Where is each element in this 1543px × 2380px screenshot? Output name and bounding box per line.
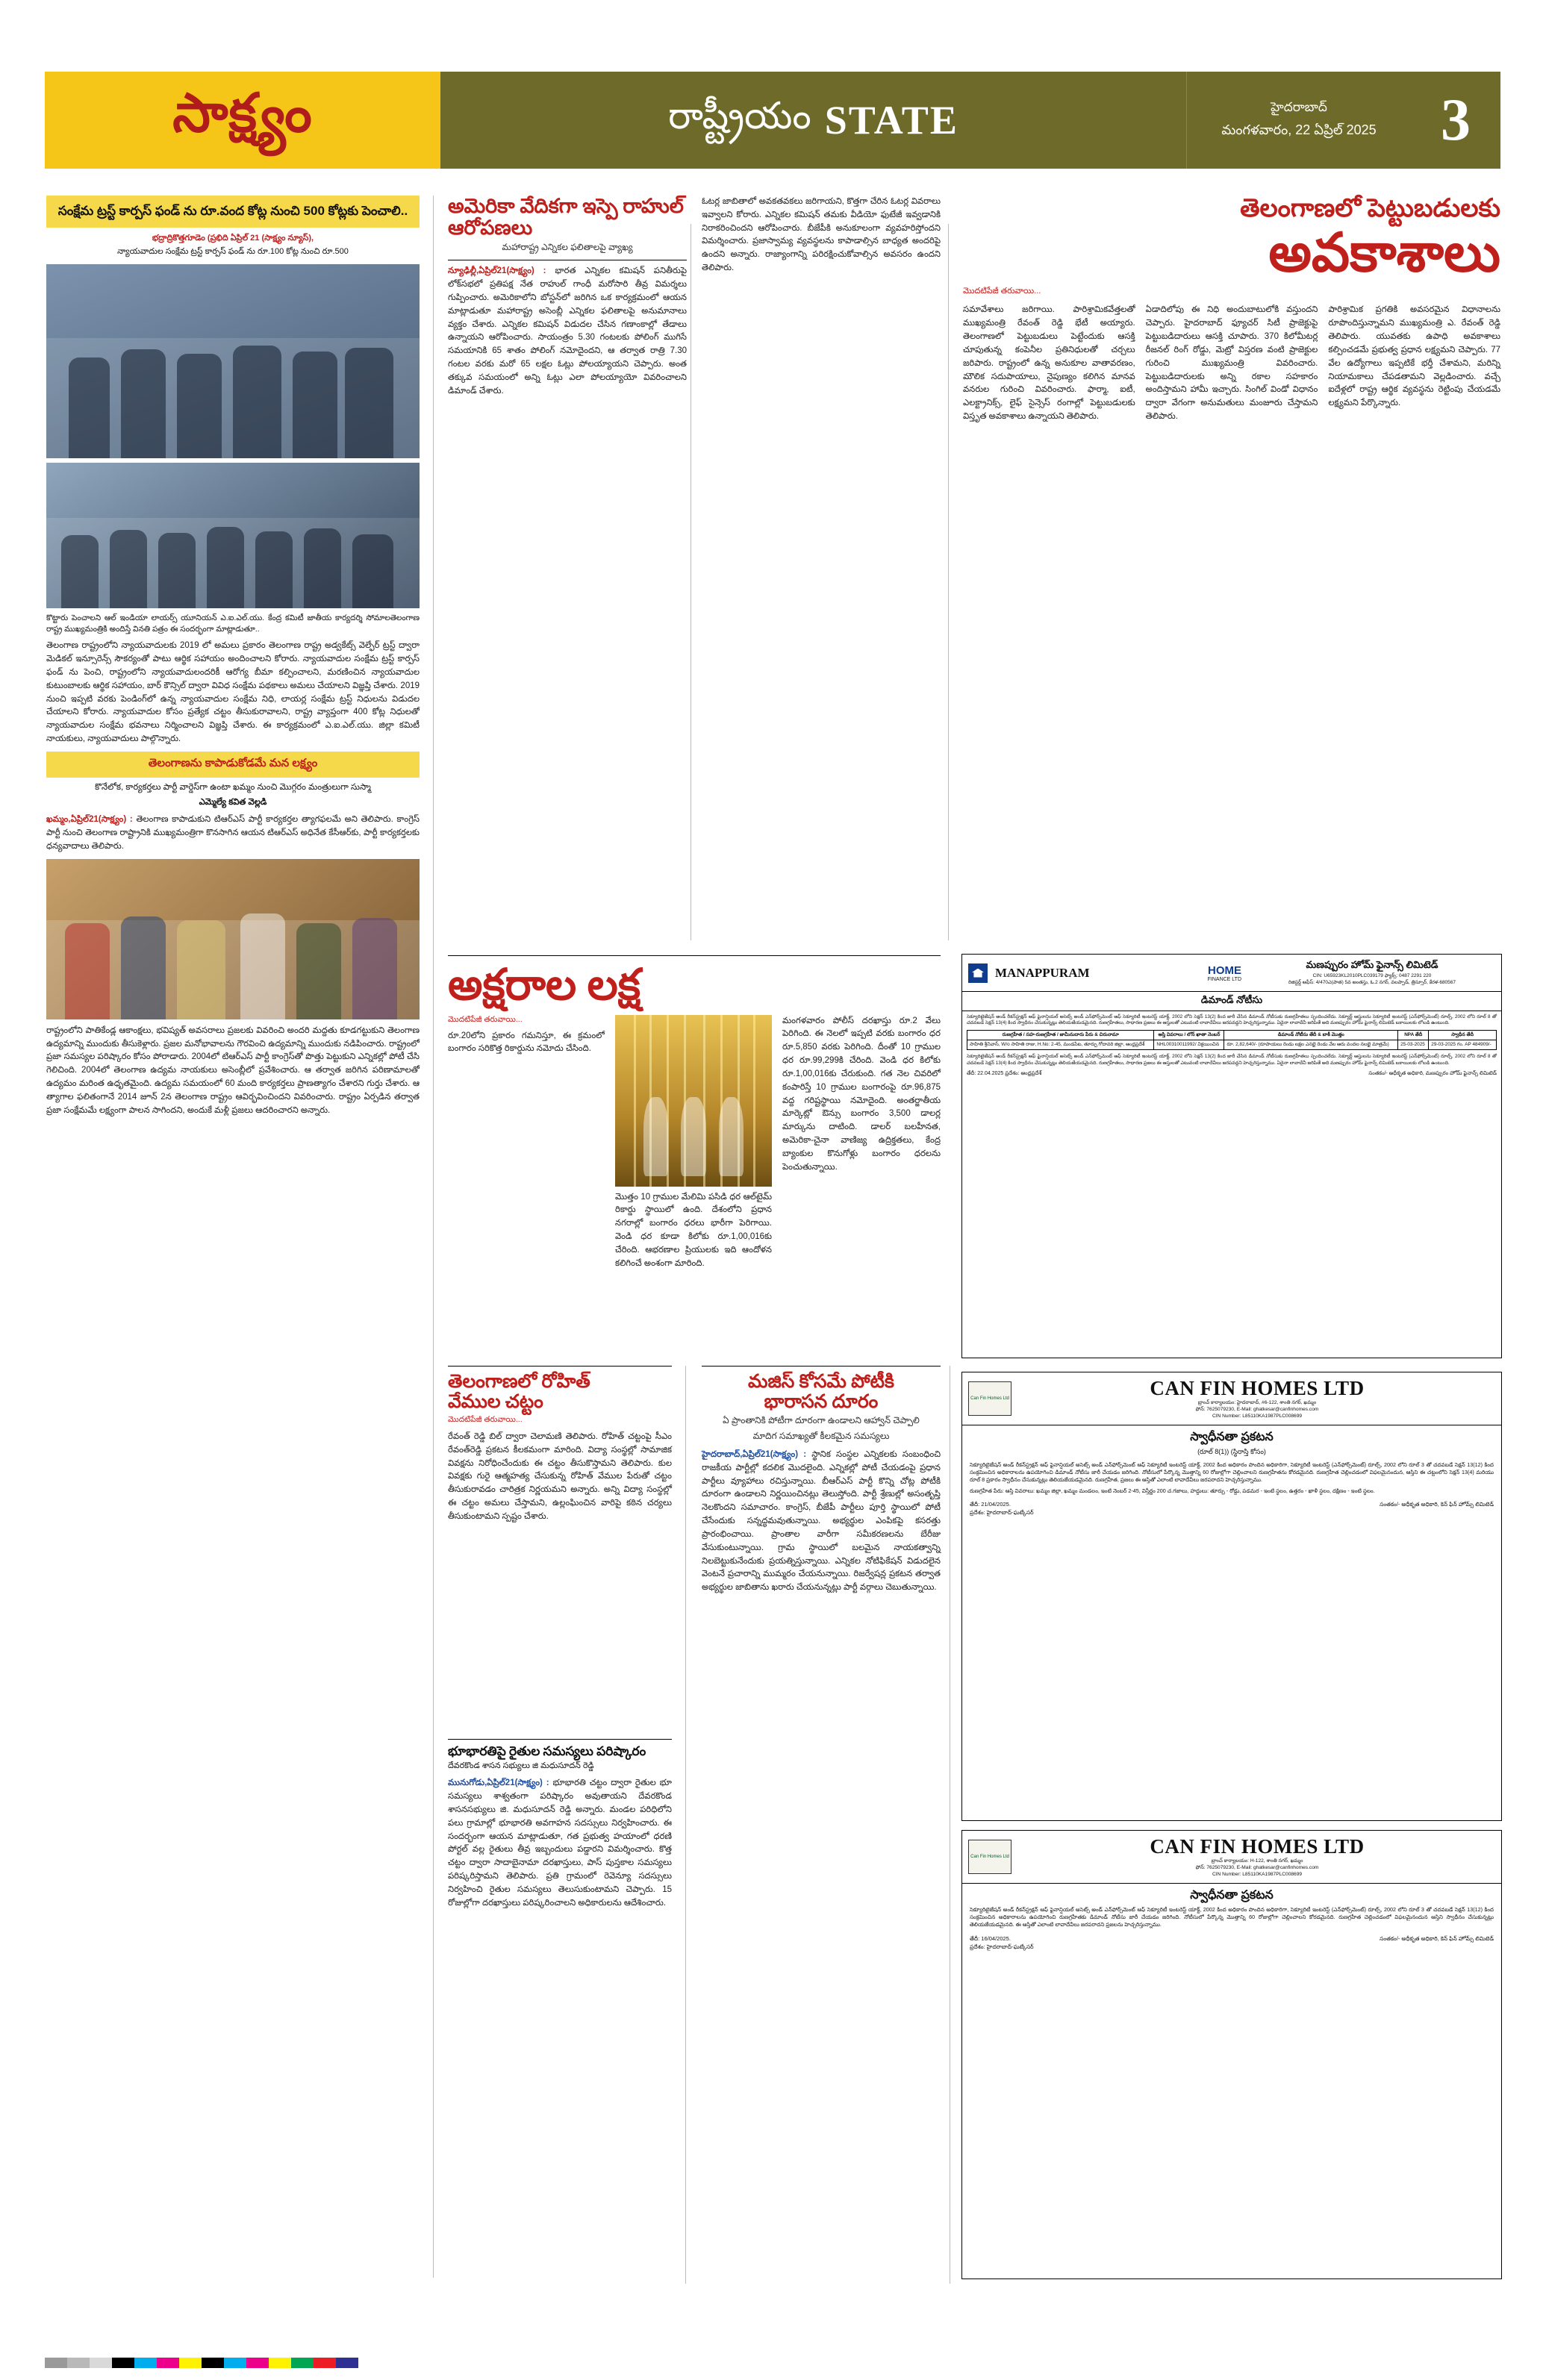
masthead-logo [45, 72, 440, 169]
ad-canfin-2-date: తేదీ: 16/04/2025. [970, 1935, 1011, 1943]
ad-canfin-1-sign: సంతకం/- అధీకృత అధికారి, కెన్ ఫిన్ హోమ్స్ లిమిటెడ్ [1380, 1501, 1494, 1508]
rahul-article-cont [702, 196, 941, 281]
ad-manappuram-body: సెక్యూరిటైజేషన్ అండ్ రీకన్‌స్ట్రక్షన్ ఆఫ్ ఫైనాన్షియల్ అసెట్స్ అండ్ ఎన్‌ఫోర్స్‌మెంట్ ఆఫ్ సెక్యూరిటీ ఇంటరెస్ట్ యాక్ట్, 2002 లోని సెక్షన్ 13(2) కింద జారీ చేసిన డిమాండ్ నోటీసుకు రుణగ్రహీతలు స్పందించలేదు. సెక్యూర్డ్ ఆస్తులను సెక్యూరిటీ ఇంటరెస్ట్ (ఎన్‌ఫోర్స్‌మెంట్) రూల్స్, 2002 లోని రూల్ 8 తో చదవబడే సెక్షన్ 13(4) కింద స్వాధీనం చేసుకున్నట్లు తెలియజేయడమైనది. రుణగ్రహీతలు, సాధారణ ప్రజలు ఈ ఆస్తులతో ఎటువంటి లావాదేవీలు జరపవద్దని హెచ్చరిస్తున్నాము. ఏదైనా లావాదేవీ జరిపితే అది మణప్పురం హోమ్ ఫైనాన్స్ లిమిటెడ్ బకాయిలకు లోబడి ఉంటుంది. [967, 1014, 1497, 1026]
ad-canfin-1-name: CAN FIN HOMES LTD [1150, 1377, 1365, 1399]
ad-canfin-2-place: ప్రదేశం: హైదరాబాద్-ఘట్కేసర్ [970, 1943, 1034, 1951]
photo-gold-jewellery [615, 1015, 772, 1187]
akshara-body-1: రూ.20లోని ప్రకారం గమనిస్తూ, ఈ క్రమంలో బంగారం సరికొత్త రికార్డును నమోదు చేసింది. [448, 1031, 605, 1054]
ad-td-1: NHL00310011992/ విక్రయించిన [1154, 1040, 1224, 1049]
page-number: 3 [1411, 72, 1500, 169]
akshara-body-2: మొత్తం 10 గ్రాముల మేలిమి పసిడి ధర ఆల్‌టైమ్ రికార్డు స్థాయిలో ఉంది. దేశంలోని ప్రధాన నగరాల్లో బంగారం ధరలు భారీగా పెరిగాయి. వెండి ధర కూడా కిలోకు రూ.1,00,016కు చేరింది. ఆభరణాల ప్రియులకు ఇది ఆందోళన కలిగించే అంశంగా మారింది. [615, 1192, 772, 1268]
farmers-body: భూభారతి చట్టం ద్వారా రైతుల భూ సమస్యలు శాశ్వతంగా పరిష్కారం అవుతాయని దేవరకొండ శాసనసభ్యులు జి. మధుసూదన్ రెడ్డి అన్నారు. మండల పరిధిలోని పలు గ్రామాల్లో భూభారతి అవగాహన సదస్సులు నిర్వహించారు. ఈ సందర్భంగా ఆయన మాట్లాడుతూ, గత ప్రభుత్వ హయాంలో ధరణి పోర్టల్ వల్ల రైతులు తీవ్ర ఇబ్బందులు పడ్డారని విమర్శించారు. కొత్త చట్టం ద్వారా సాదాబైనామా దరఖాస్తులు, పాస్ పుస్తకాల సమస్యలు పరిష్కరిస్తామని తెలిపారు. ప్రతి గ్రామంలో రెవెన్యూ సదస్సులు నిర్వహించి రైతుల సమస్యలు తెలుసుకుంటామని చెప్పారు. 15 రోజుల్లోగా దరఖాస్తులు పరిష్కరించాలని అధికారులను ఆదేశించారు. [448, 1778, 672, 1908]
left-dateline-2: ఖమ్మం,ఏప్రిల్21(సాక్ష్యం) : [46, 815, 133, 825]
farmers-sub: దేవరకొండ శాసన సభ్యులు జి మధుసూదన్ రెడ్డి [448, 1761, 594, 1771]
akshara-body-3: మంగళవారం పోలీస్ దరఖాస్తు రూ.2 వేలు పెరిగింది. ఈ నెలలో ఇప్పటి వరకు బంగారం ధర రూ.5,850 వరకు పెరిగింది. దీంతో 10 గ్రాముల ధర రూ.99,299కి చేరింది. వెండి ధర కిలోకు రూ.1,00,016కు చేరుకుంది. గత నెల చివరిలో కంపారిస్తే 10 గ్రాముల బంగారంపై రూ.96,875 వద్ద గరిష్టస్థాయి నమోదైంది. అంతర్జాతీయ మార్కెట్లో ఔన్సు బంగారం 3,500 డాలర్ల మార్కును దాటింది. డాలర్ బలహీనత, అమెరికా-చైనా వాణిజ్య ఉద్రిక్తతలు, కేంద్ర బ్యాంకుల కొనుగోళ్లు బంగారం ధరలను పెంచుతున్నాయి. [782, 1016, 941, 1172]
bharat-article [702, 1366, 941, 1600]
left-body-2: తెలంగాణ కాపాడుకుని టిఆర్ఎస్ పార్టీ కార్యకర్తల త్యాగఫలమే అని తెలిపారు. కాంగ్రెస్ పార్టీ నుంచి తెలంగాణ రాష్ట్రానికి ముఖ్యమంత్రిగా కొనసాగిన ఆయన టిఆర్ఎస్ అధినేత కేసీఆర్‌కు, పార్టీ కార్యకర్తలకు ధన్యవాదాలు తెలిపారు. [46, 815, 420, 851]
rahul-dateline: న్యూఢిల్లీ,ఏప్రిల్21(సాక్ష్యం) : [448, 266, 546, 276]
ad-manappuram-title: డిమాండ్ నోటీసు [962, 992, 1501, 1011]
ad-th-4: స్వాధీన తేదీ [1429, 1030, 1497, 1040]
canfin-logo-icon-2 [968, 1840, 1011, 1874]
rahul-headline: అమెరికా వేదికగా ఇస్పె రాహుల్ ఆరోపణలు [448, 195, 684, 240]
rahul-article [448, 196, 687, 403]
farmers-headline: భూభారతిపై రైతుల సమస్యలు పరిష్కారం [448, 1744, 646, 1758]
bharat-sub: ఏ ప్రాంతానికి పోటీగా దూరంగా ఉండాలని ఆహ్వాన్ చెప్పాలి [723, 1415, 920, 1425]
ad-canfin-2-cin: CIN Number: L85110KA1987PLC008699 [1212, 1871, 1303, 1877]
ad-td-3: 25-03-2025 [1398, 1040, 1429, 1049]
ad-canfin-1-header [962, 1372, 1501, 1425]
rahul-body-2: ఓటర్ల జాబితాలో అవకతవకలు జరిగాయని, కొత్తగా చేరిన ఓటర్ల వివరాలు ఇవ్వాలని కోరారు. ఎన్నికల కమిషన్ తమకు వీడియో ఫుటేజీ ఇవ్వడానికి నిరాకరించిందని ఆరోపించారు. బీజేపీకి అనుకూలంగా వ్యవహరిస్తోందని విమర్శించారు. ప్రజాస్వామ్య వ్యవస్థలను కాపాడాల్సిన బాధ్యత అందరిపై ఉందని అన్నారు. రాజ్యాంగాన్ని పరిరక్షించుకోవాల్సిన అవసరం ఉందని తెలిపారు. [702, 197, 941, 273]
ad-td-0: సాహితి శ్రీనివాస్, W/o సాహితి రాజు, H.No: 2-45, మండపేట, తూర్పు గోదావరి జిల్లా, ఆంధ్రప్రదేశ్ [967, 1040, 1154, 1049]
ad-canfin-1-cin: CIN Number: L85110KA1987PLC008699 [1212, 1413, 1303, 1419]
ad-manappuram-footer: తేదీ: 22.04.2025 ప్రదేశం: ఆంధ్రప్రదేశ్ [967, 1070, 1042, 1076]
bharat-headline-1: మజిస్ కోసమే పోటీకి [748, 1372, 894, 1392]
left-column [46, 196, 420, 1123]
ad-canfin-2-phone: ఫోన్: 7625079230, E-Mail: ghatkesar@canfinhomes.com [1195, 1864, 1319, 1870]
ad-manappuram-brand: MANAPPURAM [995, 965, 1090, 980]
invest-col-3: పారిశ్రామిక ప్రగతికి అవసరమైన విధానాలను రూపొందిస్తున్నామని ముఖ్యమంత్రి ఎ. రేవంత్ రెడ్డి తెలిపారు. యువతకు ఉపాధి అవకాశాలు కల్పించడమే ప్రభుత్వ ప్రధాన లక్ష్యమని చెప్పారు. 77 వేల ఉద్యోగాలు ఇప్పటికే భర్తీ చేశామని, మరిన్ని నియామకాలు చేపడతామని వెల్లడించారు. వచ్చే ఐదేళ్లలో రాష్ట్ర ఆర్థిక వ్యవస్థను రెట్టింపు చేయడమే లక్ష్యమని పేర్కొన్నారు. [1328, 305, 1501, 408]
ad-canfin-1-body: సెక్యూరిటైజేషన్ అండ్ రీకన్‌స్ట్రక్షన్ ఆఫ్ ఫైనాన్షియల్ అసెట్స్ అండ్ ఎన్‌ఫోర్స్‌మెంట్ ఆఫ్ సెక్యూరిటీ ఇంటరెస్ట్ యాక్ట్, 2002 కింద అధికారం పొందిన అధికారిగా, సెక్యూరిటీ ఇంటరెస్ట్ (ఎన్‌ఫోర్స్‌మెంట్) రూల్స్, 2002 లోని రూల్ 3 తో చదవబడే సెక్షన్ 13(12) కింద సంక్రమించిన అధికారాలను ఉపయోగించి డిమాండ్ నోటీసు జారీ చేయడం జరిగింది. నోటీసులో పేర్కొన్న మొత్తాన్ని 60 రోజుల్లోగా చెల్లించాలని రుణగ్రహీతను కోరడమైనది. రుణగ్రహీత చెల్లించడంలో విఫలమైనందున, ఆస్తిని ఈ చట్టంలోని సెక్షన్ 13(4) మరియు రూల్ 8 ప్రకారం స్వాధీనం చేసుకున్నట్లు తెలియజేయడమైనది. రుణగ్రహీత, ప్రజలు ఈ ఆస్తితో ఎలాంటి లావాదేవీలు జరపరాదని హెచ్చరిస్తున్నాము. [970, 1461, 1494, 1483]
ad-manappuram [961, 954, 1502, 1358]
canfin-logo-text-2: Can Fin Homes Ltd [970, 1854, 1009, 1859]
farmers-dateline: మునుగోడు,ఏప్రిల్21(సాక్ష్యం) : [448, 1778, 549, 1788]
invest-standfirst: మొదటిపేజీ తరువాయి... [963, 287, 1041, 296]
ad-canfin-1-branch: బ్రాంచ్ కార్యాలయం: హైదరాబాద్, #6-122, శాంతి నగర్, ఖమ్మం [1197, 1400, 1317, 1405]
left-kicker-2-text: తెలంగాణను కాపాడుకోడమే మన లక్ష్యం [148, 756, 318, 769]
left-body-1: తెలంగాణ రాష్ట్రంలోని న్యాయవాదులకు 2019 లో అమలు ప్రకారం తెలంగాణ రాష్ట్ర అడ్వకేట్స్ వెల్ఫేర్ ట్రస్ట్ ద్వారా మెడికల్ ఇన్సూరెన్స్ సౌకర్యంతో పాటు ఆర్థిక సహాయం అందించాలని కోరారు. న్యాయవాదుల సంక్షేమ ట్రస్ట్ కార్పస్ ఫండ్ ను పెంచి, రాష్ట్రంలోని న్యాయవాదులందరికీ ఆరోగ్య బీమా కల్పించాలని, మరణించిన న్యాయవాదుల కుటుంబాలకు ఆర్థిక సహాయం, బార్ కౌన్సిల్ ద్వారా వివిధ సంక్షేమ పథకాలు అమలు చేయాలని విజ్ఞప్తి చేశారు. 2019 నుంచి ఇప్పటి వరకు పెండింగ్‌లో ఉన్న న్యాయవాదుల సంక్షేమ నిధి, లాయర్ల సంక్షేమ ట్రస్ట్ నిధులను విడుదల చేయాలని కోరారు. న్యాయవాదుల కోసం ప్రత్యేక చట్టం తీసుకురావాలని, రాష్ట్ర వ్యాప్తంగా 400 కోట్ల నిధులతో న్యాయవాదుల సంక్షేమ భవనాలు నిర్మించాలని విజ్ఞప్తి చేశారు. ఈ కార్యక్రమంలో ఎ.ఐ.ఎల్.యు. జిల్లా కమిటీ నాయకులు, న్యాయవాదులు పాల్గొన్నారు. [46, 641, 420, 744]
ad-th-1: ఆస్తి వివరాలు / లోన్ ఖాతా నెంబర్ [1154, 1030, 1224, 1040]
invest-headline-1: తెలంగాణలో పెట్టుబడులకు [1240, 195, 1500, 222]
ad-canfin-1-amount: రుణగ్రహీత పేరు: ఆస్తి వివరాలు: ఖమ్మం జిల్లా, ఖమ్మం మండలం, ఇంటి నెంబర్ 2-45, విస్తీర్ణం 200 చ.గజాలు, హద్దులు: తూర్పు - రోడ్డు, పడమర - ఇంటి స్థలం, ఉత్తరం - ఖాళీ స్థలం, దక్షిణం - ఇంటి స్థలం. [970, 1487, 1375, 1495]
ad-canfin-2-title: స్వాధీనతా ప్రకటన [1190, 1888, 1274, 1902]
table-row [967, 1040, 1497, 1049]
ad-canfin-1-phone: ఫోన్: 7625079230, E-Mail: ghatkesar@canfinhomes.com [1195, 1406, 1319, 1412]
left-sub-2: కొనేలోక, కార్యకర్తలు పార్టీ వార్డెస్‌గా ఉంటా ఖమ్మం నుంచి మొగ్గరం మంత్రులుగా సుస్మా [95, 782, 371, 792]
akshara-article [448, 955, 941, 1271]
left-dateline [46, 234, 420, 258]
left-kicker-text: సంక్షేమ ట్రస్ట్ కార్పస్ ఫండ్ ను రూ.వంద కోట్ల నుంచి 500 కోట్లకు పెంచాలి.. [57, 204, 408, 218]
rohit-headline-2: వేముల చట్టం [448, 1392, 543, 1412]
ad-canfin-2-name: CAN FIN HOMES LTD [1150, 1835, 1365, 1858]
ad-manappuram-brand3: FINANCE LTD [1207, 976, 1241, 982]
rohit-body: రేవంత్ రెడ్డి బిల్ ద్వారా చెలామణి తెలిపారు. రోహిత్ చట్టంపై సీఎం రేవంత్‌రెడ్డి ప్రకటన కీలకమంగా మారింది. విద్యా సంస్థల్లో సామాజిక వివక్షను నిరోధించేందుకు ఈ చట్టం తీసుకొస్తామని తెలిపారు. కుల వివక్షకు గురై ఆత్మహత్య చేసుకున్న రోహిత్ వేముల పేరుతో చట్టం తీసుకురావడం చారిత్రక నిర్ణయమని అన్నారు. అన్ని విద్యా సంస్థల్లో ఈ చట్టం అమలు చేస్తామని, ఉల్లంఘించిన వారిపై కఠిన చర్యలు తీసుకుంటామని స్పష్టం చేశారు. [448, 1432, 672, 1521]
ad-canfin-1-date: తేదీ: 21/04/2025. [970, 1501, 1011, 1508]
masthead-date: మంగళవారం, 22 ఏప్రిల్ 2025 [1221, 122, 1377, 137]
left-dateline-text: భద్రాద్రికొత్తగూడెం (ప్రభిది ఏప్రిల్ 21 (సాక్ష్యం న్యూస్), [152, 233, 314, 243]
ad-manappuram-cin: CIN: U65923KL2010PLC039179 ఫ్యాక్స్: 0487 2291 220 [1312, 973, 1432, 978]
ad-manappuram-sign: సంతకం/- అధీకృత అధికారి, మణప్పురం హోమ్ ఫైనాన్స్ లిమిటెడ్ [1368, 1070, 1497, 1076]
ad-manappuram-table [967, 1030, 1497, 1051]
ad-manappuram-regd: రిజిస్టర్డ్ ఆఫీస్: 4/470ఎ(పాత) 5వ అంతస్తు, ఓ.2 నగర్, వలప్పాడ్, త్రిస్సూర్, కేరళ-680567 [1288, 980, 1456, 985]
ad-canfin-2-body: సెక్యూరిటైజేషన్ అండ్ రీకన్‌స్ట్రక్షన్ ఆఫ్ ఫైనాన్షియల్ అసెట్స్ అండ్ ఎన్‌ఫోర్స్‌మెంట్ ఆఫ్ సెక్యూరిటీ ఇంటరెస్ట్ యాక్ట్, 2002 కింద అధికారం పొందిన అధికారిగా, సెక్యూరిటీ ఇంటరెస్ట్ (ఎన్‌ఫోర్స్‌మెంట్) రూల్స్, 2002 లోని రూల్ 3 తో చదవబడే సెక్షన్ 13(12) కింద సంక్రమించిన అధికారాలను ఉపయోగించి రుణగ్రహీతకు డిమాండ్ నోటీసు జారీ చేయడం జరిగింది. నోటీసులో పేర్కొన్న మొత్తాన్ని 60 రోజుల్లోగా చెల్లించాలని కోరడమైనది. రుణగ్రహీత చెల్లించడంలో విఫలమైనందున ఆస్తిని స్వాధీనం చేసుకున్నట్లు తెలియజేయడమైనది. ఈ ఆస్తితో ఎలాంటి లావాదేవీలు జరపరాదని ప్రజలను హెచ్చరిస్తున్నాము. [970, 1905, 1494, 1928]
left-kicker-box-2 [46, 752, 420, 778]
left-sub-2b: ఎమ్మెల్యే కవిత వెల్లడి [199, 798, 267, 808]
invest-col-1: సమావేశాలు జరిగాయి. పారిశ్రామికవేత్తలతో ముఖ్యమంత్రి రేవంత్ రెడ్డి భేటీ అయ్యారు. తెలంగాణలో పెట్టుబడులు పెట్టేందుకు ఆసక్తి చూపుతున్న కంపెనీల ప్రతినిధులతో చర్చలు జరిపారు. రాష్ట్రంలో ఉన్న అనుకూల వాతావరణం, మౌలిక సదుపాయాలు, నైపుణ్యం కలిగిన మానవ వనరుల గురించి వివరించారు. ఫార్మా, ఐటీ, ఎలక్ట్రానిక్స్, లైఫ్ సైన్సెస్ రంగాల్లో పెట్టుబడులకు విస్తృత అవకాశాలు ఉన్నాయని తెలిపారు. [963, 305, 1135, 421]
rahul-body: భారత ఎన్నికల కమిషన్ పనితీరుపై లోక్‌సభలో ప్రతిపక్ష నేత రాహుల్ గాంధీ మరోసారి తీవ్ర విమర్శలు గుప్పించారు. అమెరికాలోని బోస్టన్‌లో జరిగిన ఒక కార్యక్రమంలో ఆయన మాట్లాడుతూ మహారాష్ట్ర అసెంబ్లీ ఎన్నికల ఫలితాలపై అనుమానాలు వ్యక్తం చేశారు. ఎన్నికల కమిషన్ విడుదల చేసిన గణాంకాల్లో తేడాలు ఉన్నాయని ఆరోపించారు. సాయంత్రం 5.30 గంటలకు పోలింగ్ ముగిసే సమయానికి 65 శాతం పోలింగ్ నమోదైందని, ఆ తర్వాత రాత్రి 7.30 గంటల వరకు మరో 65 లక్షల ఓట్లు పోలయ్యాయని చెప్పారు. అంత తక్కువ సమయంలో అన్ని ఓట్లు ఎలా పోలయ్యాయో వివరించాలని డిమాండ్ చేశారు. [448, 266, 687, 396]
rohit-article [448, 1366, 672, 1524]
bharat-body: స్థానిక సంస్థల ఎన్నికలకు సంబంధించి రాజకీయ పార్టీల్లో కదలిక మొదలైంది. ఎన్నికల్లో పోటీ చేయడంపై ప్రధాన పార్టీలు వ్యూహాలు రచిస్తున్నాయి. బీఆర్ఎస్ పార్టీ కొన్ని చోట్ల పోటీకి దూరంగా ఉండాలని నిర్ణయించినట్లు తెలుస్తోంది. పార్టీ శ్రేణుల్లో అసంతృప్తి నెలకొందని సమాచారం. కాంగ్రెస్, బీజేపీ పార్టీలు పూర్తి స్థాయిలో పోటీ చేసేందుకు సన్నద్ధమవుతున్నాయి. అభ్యర్థుల ఎంపికపై కసరత్తు ప్రారంభించాయి. ప్రాంతాల వారీగా సమీకరణలను బేరీజు వేసుకుంటున్నాయి. గ్రామ స్థాయిలో బలమైన నాయకత్వాన్ని నిలబెట్టుకునేందుకు ప్రయత్నిస్తున్నాయి. ఎన్నికల నోటిఫికేషన్ విడుదలైన వెంటనే ప్రచారాన్ని ముమ్మరం చేయనున్నాయి. రిజర్వేషన్ల ప్రకటన తర్వాత అభ్యర్థుల జాబితాను ఖరారు చేయనున్నట్లు పార్టీ వర్గాలు చెబుతున్నాయి. [702, 1450, 941, 1593]
canfin-logo-text: Can Fin Homes Ltd [970, 1396, 1009, 1401]
masthead-dateblock [1186, 72, 1411, 169]
ad-canfin-2-sign: సంతకం/- అధీకృత అధికారి, కెన్ ఫిన్ హోమ్స్ లిమిటెడ్ [1380, 1935, 1494, 1943]
ad-td-2: రూ. 2,82,640/- (రూపాయలు రెండు లక్షల ఎనభై రెండు వేల ఆరు వందల నలభై మాత్రమే) [1224, 1040, 1398, 1049]
ad-th-2: డిమాండ్ నోటీసు తేదీ & బాకీ మొత్తం [1224, 1030, 1398, 1040]
masthead-section-te: రాష్ట్రీయం [668, 94, 811, 137]
ad-canfin-2-header [962, 1831, 1501, 1883]
invest-headline-2: అవకాశాలు [1268, 222, 1500, 283]
ad-manappuram-header [962, 955, 1501, 992]
canfin-logo-icon [968, 1381, 1011, 1416]
ad-manappuram-company: మణప్పురం హోమ్ ఫైనాన్స్ లిమిటెడ్ [1306, 959, 1438, 970]
left-lead-text: న్యాయవాదుల సంక్షేమ ట్రస్ట్ కార్పస్ ఫండ్ ను రూ.100 కోట్ల నుంచి రూ.500 [117, 246, 349, 256]
left-photo-caption: కొట్టారు పెంచాలని ఆల్ ఇండియా లాయర్స్ యూనియన్ ఎ.ఐ.ఎల్.యు. కేంద్ర కమిటీ జాతీయ కార్యదర్శి సోమాలతెలంగాణ రాష్ట్ర ముఖ్యమంత్రికి అందిస్తే వినతి పత్రం ఈ సందర్భంగా మాట్లాడుతూ.. [46, 613, 420, 634]
masthead-section [440, 72, 1186, 169]
masthead-logo-text: సాక్ష్యం [172, 84, 313, 143]
print-color-bar [45, 2358, 358, 2368]
left-body-3: రాష్ట్రంలోని పాతికేండ్ల ఆకాంక్షలు, భవిష్యత్ అవసరాలు ప్రజలకు వివరించి అందరి మద్దతు కూడగట్టుకుని తెలంగాణ ఉద్యమాన్ని ముందుకు తీసుకెళ్లారు. ప్రజల మనోభావాలను గౌరవించి ఉద్యమాన్ని ముందుకు నడిపించారు. రాష్ట్రంలో ప్రజా సమస్యల పరిష్కారం కోసం పోరాడారు. 2004లో టిఆర్ఎస్ పార్టీ కాంగ్రెస్‌తో పొత్తు పెట్టుకుని ఎన్నికల్లో పోటీ చేసి గెలిచింది. 2004లో తెలంగాణ ఉద్యమ నాయకులు అసెంబ్లీలో ప్రవేశించారు. ఆ తర్వాత జరిగిన పరిణామాలతో ఉద్యమం మరింత ఉధృతమైంది. ఉద్యమ సమయంలో 60 మంది కార్యకర్తలు ప్రాణత్యాగం చేశారని గుర్తు చేశారు. ఆ త్యాగాల ఫలితంగానే 2014 జూన్ 2న తెలంగాణ రాష్ట్రం ఆవిర్భవించిందని వివరించారు. రాష్ట్రం ఏర్పడిన తర్వాత ప్రజా సంక్షేమమే లక్ష్యంగా పాలన సాగిందని, అందుకే మళ్లీ ప్రజలు ఆదరించారని అన్నారు. [46, 1025, 420, 1115]
photo-lawyers-outdoor [46, 463, 420, 608]
ad-th-3: NPA తేదీ [1398, 1030, 1429, 1040]
akshara-standfirst: మొదటిపేజీ తరువాయి... [448, 1014, 523, 1024]
farmers-article [448, 1739, 672, 1915]
ad-manappuram-brand2: HOME [1208, 963, 1241, 977]
ad-canfin-1-title-2: (రూల్ 8(1)) (స్థిరాస్తి కోసం) [1197, 1447, 1266, 1455]
bharat-headline-2: భారాసన దూరం [764, 1392, 879, 1412]
rohit-headline-1: తెలంగాణలో రోహిత్ [448, 1372, 590, 1392]
ad-canfin-2-branch: బ్రాంచ్ కార్యాలయం: H-122, శాంతి నగర్, ఖమ్మం [1211, 1858, 1303, 1864]
left-kicker-box [46, 196, 420, 228]
akshara-headline: అక్షరాల లక్ష [448, 961, 641, 1009]
ad-td-4: 29-03-2025 గం. AP 484909/- [1429, 1040, 1497, 1049]
manappuram-logo-icon [968, 963, 988, 983]
invest-article [963, 196, 1500, 424]
ad-canfin-1-place: ప్రదేశం: హైదరాబాద్-ఘట్కేసర్ [970, 1509, 1034, 1517]
ad-manappuram-note: సెక్యూరిటైజేషన్ అండ్ రీకన్‌స్ట్రక్షన్ ఆఫ్ ఫైనాన్షియల్ అసెట్స్ అండ్ ఎన్‌ఫోర్స్‌మెంట్ ఆఫ్ సెక్యూరిటీ ఇంటరెస్ట్ యాక్ట్, 2002 లోని సెక్షన్ 13(2) కింద జారీ చేసిన డిమాండ్ నోటీసుకు రుణగ్రహీతలు స్పందించలేదు. సెక్యూర్డ్ ఆస్తులను సెక్యూరిటీ ఇంటరెస్ట్ (ఎన్‌ఫోర్స్‌మెంట్) రూల్స్, 2002 లోని రూల్ 8 తో చదవబడే సెక్షన్ 13(4) కింద స్వాధీనం చేసుకున్నట్లు తెలియజేయడమైనది. రుణగ్రహీతలు, సాధారణ ప్రజలు ఈ ఆస్తులతో ఎటువంటి లావాదేవీలు జరపవద్దని హెచ్చరిస్తున్నాము. ఏదైనా లావాదేవీ జరిపితే అది మణప్పురం హోమ్ ఫైనాన్స్ లిమిటెడ్ బకాయిలకు లోబడి ఉంటుంది. [967, 1054, 1497, 1066]
ad-th-0: రుణగ్రహీత / సహ-రుణగ్రహీత / జామీనుదారు పేరు & చిరునామా [967, 1030, 1154, 1040]
masthead-section-en: STATE [824, 98, 958, 143]
masthead-city: హైదరాబాద్ [1271, 99, 1327, 114]
photo-lawyers-indoor [46, 264, 420, 458]
masthead [45, 72, 1500, 169]
invest-col-2: ఏడాదిలోపు ఈ నిధి అందుబాటులోకి వస్తుందని చెప్పారు. హైదరాబాద్ ఫ్యూచర్ సిటీ ప్రాజెక్టుపై పెట్టుబడిదారులు ఆసక్తి చూపారు. 370 కిలోమీటర్ల రీజనల్ రింగ్ రోడ్డు, మెట్రో విస్తరణ వంటి ప్రాజెక్టుల గురించి ముఖ్యమంత్రి వివరించారు. పెట్టుబడిదారులకు అన్ని రకాల సహకారం అందిస్తామని హామీ ఇచ్చారు. సింగిల్ విండో విధానం ద్వారా వేగంగా అనుమతులు మంజూరు చేస్తామని తెలిపారు. [1145, 305, 1318, 421]
rohit-standfirst: మొదటిపేజీ తరువాయి... [448, 1415, 523, 1424]
bharat-sub-2: మాదిగ సమాఖ్యతో కీలకమైన సమస్యలు [752, 1431, 890, 1441]
photo-rally [46, 859, 420, 1019]
bharat-dateline: హైదరాబాద్,ఏప్రిల్21(సాక్ష్యం) : [702, 1450, 807, 1459]
ad-canfin-1 [961, 1372, 1502, 1821]
ad-canfin-1-title: స్వాధీనతా ప్రకటన [1190, 1430, 1274, 1443]
rahul-subhead: మహారాష్ట్ర ఎన్నికల ఫలితాలపై వ్యాఖ్య [502, 242, 633, 253]
ad-canfin-2 [961, 1830, 1502, 2279]
